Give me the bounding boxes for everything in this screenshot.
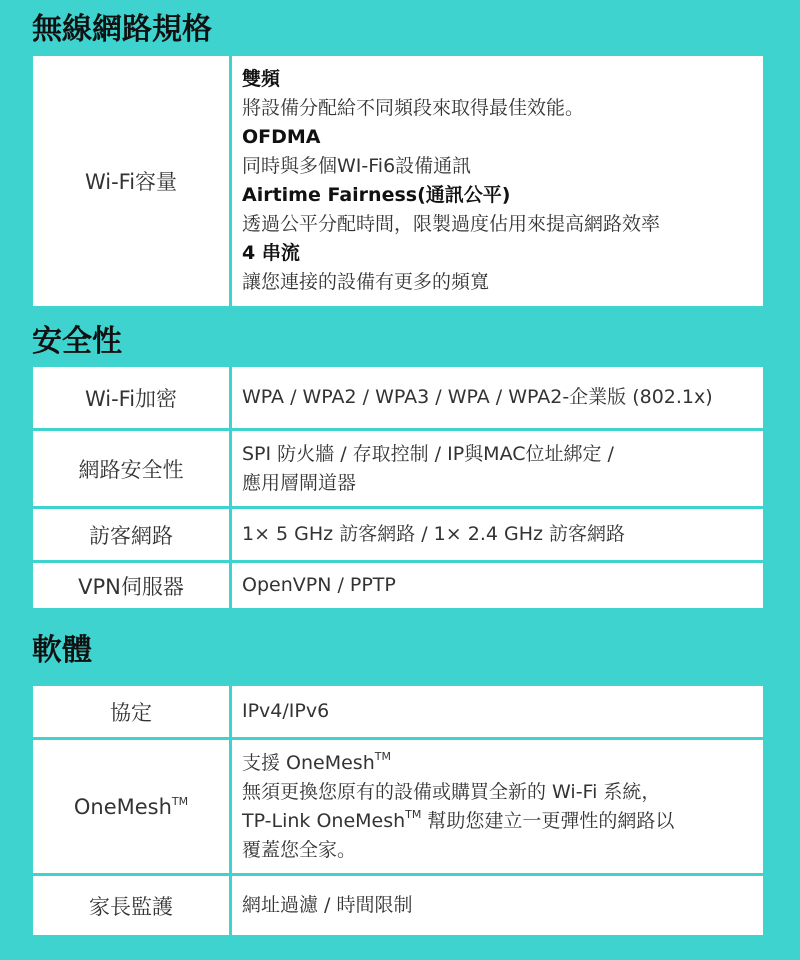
value-text: 幫助您建立一更彈性的網路以 [421, 809, 675, 832]
section-title-security: 安全性 [32, 324, 122, 359]
row-label: 網路安全性 [32, 430, 231, 508]
table-row [32, 562, 765, 610]
value-line: 無須更換您原有的設備或購買全新的 Wi-Fi 系統， [242, 780, 661, 803]
section-title-software: 軟體 [32, 633, 92, 668]
table-row [32, 366, 765, 430]
row-value: 網址過濾 / 時間限制 [231, 875, 765, 937]
table-row [32, 430, 765, 508]
feature-heading: Airtime Fairness(通訊公平) [242, 184, 511, 206]
feature-heading: OFDMA [242, 126, 321, 148]
feature-description: 將設備分配給不同頻段來取得最佳效能。 [242, 97, 585, 119]
table-row [32, 685, 765, 739]
section-title-wireless: 無線網路規格 [32, 12, 212, 47]
value-text: TP-Link OneMesh [242, 809, 406, 832]
trademark-sup: TM [405, 807, 422, 821]
row-value [231, 739, 765, 875]
value-line: 應用層閘道器 [242, 471, 357, 494]
row-value: 1× 5 GHz 訪客網路 / 1× 2.4 GHz 訪客網路 [231, 508, 765, 562]
row-value: WPA / WPA2 / WPA3 / WPA / WPA2-企業版 (802.1x) [231, 366, 765, 430]
feature-description: 讓您連接的設備有更多的頻寬 [242, 271, 490, 293]
trademark-sup: TM [171, 794, 189, 808]
label-text: OneMesh [73, 794, 172, 819]
row-label: 家長監護 [32, 875, 231, 937]
value-text: 支援 OneMesh [242, 751, 375, 774]
table-row [32, 508, 765, 562]
feature-description: 透過公平分配時間，限製過度佔用來提高網路效率 [242, 213, 661, 235]
row-label: Wi-Fi加密 [32, 366, 231, 430]
wireless-spec-table [30, 53, 766, 309]
row-label: 訪客網路 [32, 508, 231, 562]
table-row [32, 739, 765, 875]
value-line: 覆蓋您全家。 [242, 838, 357, 861]
value-line: SPI 防火牆 / 存取控制 / IP與MAC位址綁定 / [242, 442, 614, 465]
security-spec-table [30, 364, 766, 611]
row-value [231, 430, 765, 508]
row-label: Wi-Fi容量 [32, 55, 231, 308]
software-spec-table [30, 683, 766, 938]
feature-heading: 4 串流 [242, 242, 300, 264]
value-line [242, 749, 751, 778]
row-value: IPv4/IPv6 [231, 685, 765, 739]
row-label [32, 739, 231, 875]
trademark-sup: TM [374, 749, 391, 763]
feature-description: 同時與多個WI-Fi6設備通訊 [242, 155, 472, 177]
value-line [242, 807, 751, 836]
table-row [32, 55, 765, 308]
feature-heading: 雙頻 [242, 68, 281, 90]
table-row [32, 875, 765, 937]
row-value [231, 55, 765, 308]
row-label: VPN伺服器 [32, 562, 231, 610]
row-value: OpenVPN / PPTP [231, 562, 765, 610]
row-label: 協定 [32, 685, 231, 739]
